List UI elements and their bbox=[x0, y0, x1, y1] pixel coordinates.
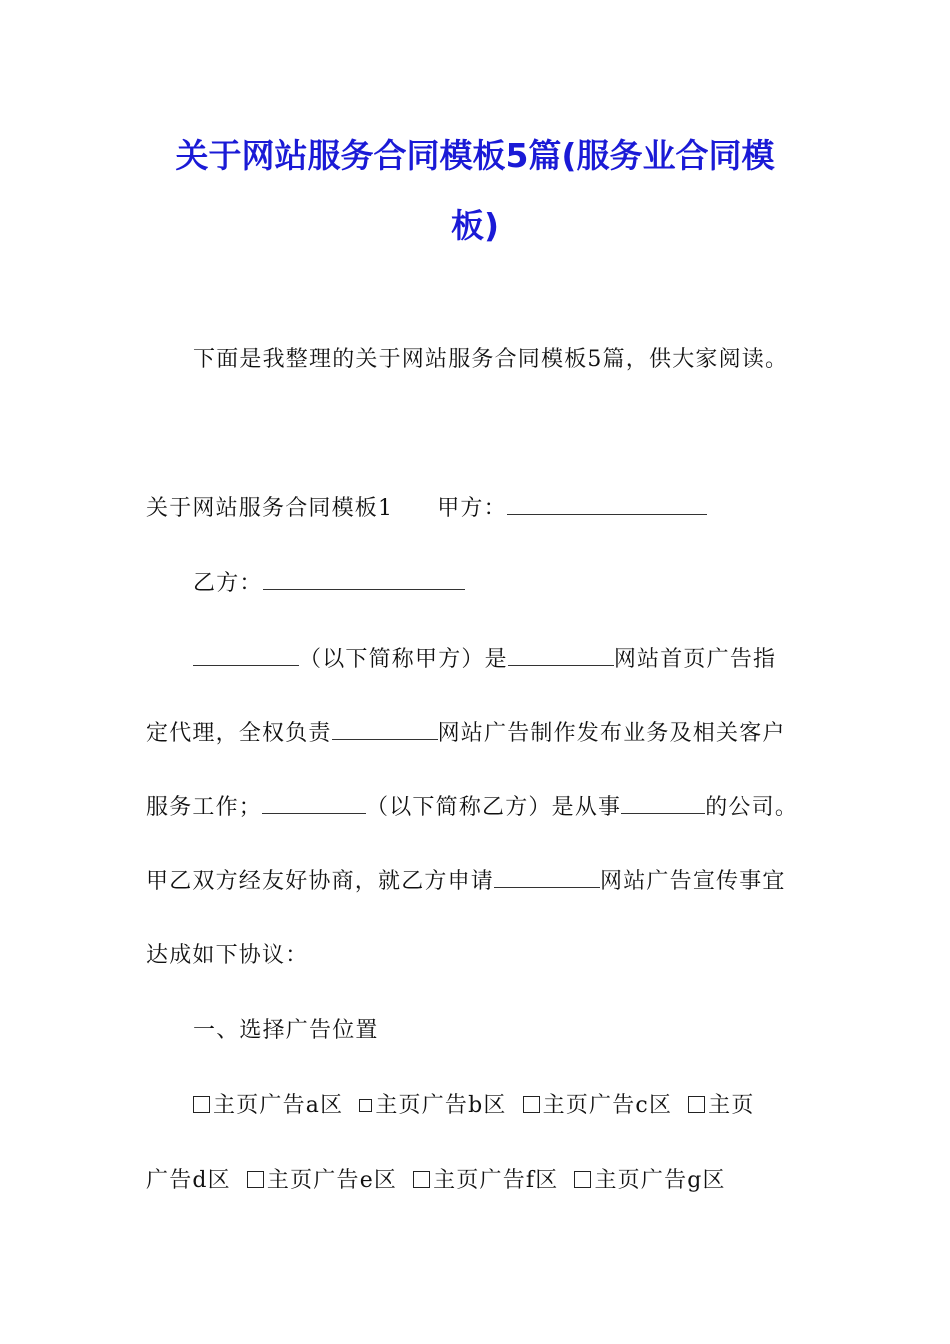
blank-website-name-3[interactable] bbox=[494, 869, 600, 888]
option-label: 主页广告e区 bbox=[266, 1168, 398, 1193]
text-segment: （以下简称乙方）是从事 bbox=[366, 795, 622, 820]
paragraph-line-1 bbox=[193, 645, 776, 675]
party-a-blank[interactable] bbox=[507, 496, 707, 515]
text-segment: （以下简称甲方）是 bbox=[299, 647, 508, 672]
party-b-label: 乙方： bbox=[193, 571, 263, 596]
checkbox-icon[interactable] bbox=[574, 1171, 591, 1188]
text-segment: 网站广告宣传事宜 bbox=[600, 869, 786, 894]
contract-heading-row bbox=[146, 494, 707, 524]
paragraph-line-2 bbox=[146, 719, 786, 749]
text-segment: 网站首页广告指 bbox=[613, 647, 777, 672]
checkbox-icon[interactable] bbox=[413, 1171, 430, 1188]
blank-party-b-name[interactable] bbox=[262, 795, 366, 814]
paragraph-line-5: 达成如下协议： bbox=[146, 943, 309, 968]
blank-website-name[interactable] bbox=[508, 647, 614, 666]
checkbox-icon[interactable] bbox=[359, 1099, 372, 1112]
option-label: 主页广告g区 bbox=[594, 1168, 726, 1193]
option-label: 主页广告b区 bbox=[375, 1093, 507, 1118]
party-a-label: 甲方： bbox=[437, 496, 507, 521]
text-segment: 网站广告制作发布业务及相关客户 bbox=[437, 721, 786, 746]
text-segment: 服务工作； bbox=[146, 795, 263, 820]
text-segment: 的公司。 bbox=[705, 795, 799, 820]
section-heading: 一、选择广告位置 bbox=[193, 1018, 379, 1043]
paragraph-line-3 bbox=[146, 793, 798, 823]
party-b-row bbox=[193, 569, 465, 599]
options-row-2 bbox=[146, 1166, 726, 1196]
checkbox-icon[interactable] bbox=[523, 1096, 540, 1113]
options-row-1 bbox=[193, 1091, 755, 1121]
paragraph-line-4 bbox=[146, 867, 786, 897]
checkbox-icon[interactable] bbox=[688, 1096, 705, 1113]
option-label: 主页广告a区 bbox=[213, 1093, 344, 1118]
option-label: 广告d区 bbox=[146, 1168, 231, 1193]
text-segment: 定代理，全权负责 bbox=[146, 721, 332, 746]
checkbox-icon[interactable] bbox=[247, 1171, 264, 1188]
blank-party-a-name[interactable] bbox=[193, 647, 299, 666]
document-title-line1: 关于网站服务合同模板5篇(服务业合同模 bbox=[175, 136, 775, 175]
option-label: 主页广告f区 bbox=[433, 1168, 559, 1193]
option-label: 主页 bbox=[708, 1093, 755, 1118]
checkbox-icon[interactable] bbox=[193, 1096, 210, 1113]
party-b-blank[interactable] bbox=[263, 571, 465, 590]
intro-paragraph: 下面是我整理的关于网站服务合同模板5篇，供大家阅读。 bbox=[193, 347, 789, 372]
document-title-line2: 板) bbox=[450, 206, 500, 245]
contract-heading: 关于网站服务合同模板1 bbox=[146, 496, 394, 521]
blank-business[interactable] bbox=[621, 795, 705, 814]
blank-website-name-2[interactable] bbox=[332, 721, 438, 740]
text-segment: 甲乙双方经友好协商，就乙方申请 bbox=[146, 869, 495, 894]
option-label: 主页广告c区 bbox=[542, 1093, 673, 1118]
